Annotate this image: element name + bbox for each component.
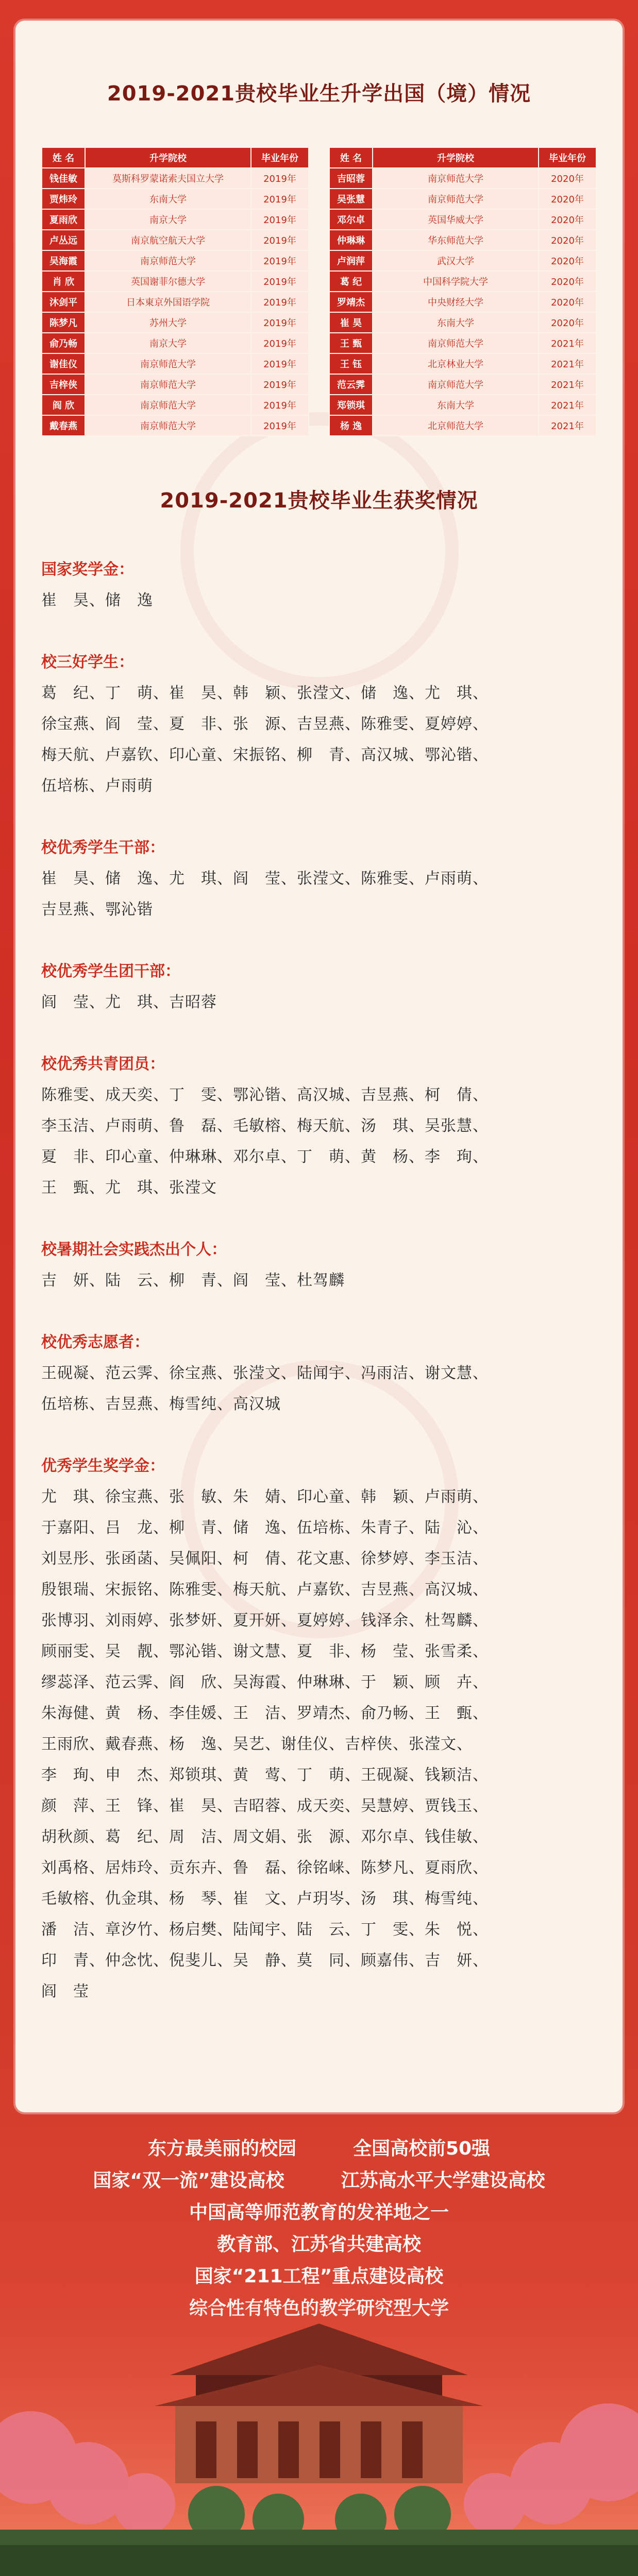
table-row	[42, 292, 309, 312]
award-names-line: 吉昱燕、鄂沁锴	[41, 901, 153, 919]
award-heading: 优秀学生奖学金：	[41, 1457, 165, 1475]
school-name: 南京师范大学	[85, 395, 251, 415]
slogan-row-1	[0, 2133, 638, 2165]
table-row	[42, 168, 309, 189]
table-row	[329, 353, 596, 374]
table-row	[329, 312, 596, 333]
school-name: 东南大学	[373, 395, 539, 415]
table-row	[329, 333, 596, 353]
award-names	[41, 1265, 598, 1296]
award-names-line: 李 珣、申 杰、郑锁琪、黄 莺、丁 萌、王砚凝、钱颖洁、	[41, 1766, 489, 1784]
campus-scene-illustration	[0, 2287, 638, 2576]
table-row	[42, 209, 309, 230]
graduation-year: 2020年	[539, 312, 596, 333]
award-names-line: 伍培栋、吉昱燕、梅雪纯、高汉城	[41, 1395, 281, 1413]
award-names-line: 潘 洁、章汐竹、杨启樊、陆闻宇、陆 云、丁 雯、朱 悦、	[41, 1921, 489, 1939]
school-name: 南京师范大学	[373, 374, 539, 395]
table-row	[329, 189, 596, 209]
student-name: 钱佳敏	[42, 168, 85, 189]
graduation-year: 2020年	[539, 230, 596, 250]
award-names-line: 顾丽雯、吴 靓、鄂沁锴、谢文慧、夏 非、杨 莹、张雪柔、	[41, 1642, 489, 1660]
graduation-year: 2021年	[539, 395, 596, 415]
table-row	[42, 230, 309, 250]
graduation-year: 2020年	[539, 209, 596, 230]
student-name: 谢佳仪	[42, 353, 85, 374]
award-names-line: 王砚凝、范云霁、徐宝燕、张滢文、陆闻宇、冯雨洁、谢文慧、	[41, 1364, 489, 1382]
award-heading: 校三好学生：	[41, 653, 134, 671]
school-name: 南京大学	[85, 209, 251, 230]
award-names-line: 崔 昊、储 逸、尤 琪、阎 莹、张滢文、陈雅雯、卢雨萌、	[41, 870, 489, 888]
table-row	[42, 250, 309, 271]
graduation-year: 2019年	[251, 374, 309, 395]
study-section-title: 2019-2021贵校毕业生升学出国（境）情况	[107, 82, 531, 106]
graduation-year: 2020年	[539, 189, 596, 209]
graduation-year: 2020年	[539, 292, 596, 312]
student-name: 陈梦凡	[42, 312, 85, 333]
award-names	[41, 585, 598, 616]
table-row	[42, 271, 309, 292]
student-name: 沐剑平	[42, 292, 85, 312]
table-row	[42, 395, 309, 415]
award-names	[41, 1358, 598, 1420]
student-name: 杨 逸	[329, 415, 373, 436]
school-name: 英国谢菲尔德大学	[85, 271, 251, 292]
graduation-year: 2019年	[251, 230, 309, 250]
school-name: 南京大学	[85, 333, 251, 353]
header-year: 毕业年份	[539, 147, 596, 168]
student-name: 戴春燕	[42, 415, 85, 436]
school-name: 日本東京外国语学院	[85, 292, 251, 312]
header-school: 升学院校	[373, 147, 539, 168]
award-names-line: 伍培栋、卢雨萌	[41, 777, 153, 795]
graduation-year: 2020年	[539, 168, 596, 189]
graduation-year: 2019年	[251, 292, 309, 312]
content-card	[15, 21, 623, 2112]
award-names-line: 陈雅雯、成天奕、丁 雯、鄂沁锴、高汉城、吉昱燕、柯 倩、	[41, 1086, 489, 1104]
student-name: 吉梓侠	[42, 374, 85, 395]
graduation-year: 2019年	[251, 312, 309, 333]
student-name: 邓尔卓	[329, 209, 373, 230]
graduation-year: 2019年	[251, 353, 309, 374]
graduation-year: 2019年	[251, 168, 309, 189]
graduation-year: 2019年	[251, 271, 309, 292]
slogan-row-2	[0, 2165, 638, 2197]
student-name: 吴张慧	[329, 189, 373, 209]
graduation-year: 2020年	[539, 271, 596, 292]
graduation-year: 2019年	[251, 209, 309, 230]
student-name: 肖 欣	[42, 271, 85, 292]
student-name: 王 钰	[329, 353, 373, 374]
school-name: 东南大学	[373, 312, 539, 333]
award-names	[41, 863, 598, 925]
school-name: 南京师范大学	[373, 189, 539, 209]
award-names-line: 李玉洁、卢雨萌、鲁 磊、毛敏榕、梅天航、汤 琪、吴张慧、	[41, 1117, 489, 1135]
slogan: 教育部、江苏省共建高校	[216, 2234, 421, 2255]
school-name: 南京师范大学	[85, 374, 251, 395]
table-row	[329, 374, 596, 395]
student-name: 郑锁琪	[329, 395, 373, 415]
school-name: 南京师范大学	[85, 250, 251, 271]
student-name: 贾炜玲	[42, 189, 85, 209]
award-heading: 校优秀志愿者：	[41, 1333, 149, 1351]
study-table-left	[41, 147, 309, 436]
table-row	[329, 168, 596, 189]
student-name: 阎 欣	[42, 395, 85, 415]
header-year: 毕业年份	[251, 147, 309, 168]
school-name: 中国科学院大学	[373, 271, 539, 292]
student-name: 夏雨欣	[42, 209, 85, 230]
award-names-line: 缪蕊泽、范云霁、阎 欣、吴海霞、仲琳琳、于 颖、顾 卉、	[41, 1673, 489, 1691]
student-name: 崔 昊	[329, 312, 373, 333]
award-heading: 校优秀学生团干部：	[41, 962, 180, 980]
student-name: 吴海霞	[42, 250, 85, 271]
table-row	[329, 415, 596, 436]
header-name: 姓 名	[42, 147, 85, 168]
award-names-line: 毛敏榕、仇金琪、杨 琴、崔 文、卢玥岑、汤 琪、梅雪纯、	[41, 1890, 489, 1908]
study-tables	[41, 147, 597, 461]
graduation-year: 2021年	[539, 333, 596, 353]
student-name: 卢润萍	[329, 250, 373, 271]
school-name: 苏州大学	[85, 312, 251, 333]
graduation-year: 2021年	[539, 353, 596, 374]
award-names-line: 王雨欣、戴春燕、杨 逸、吴艺、谢佳仪、吉梓侠、张滢文、	[41, 1735, 473, 1753]
award-names-line: 王 甄、尤 琪、张滢文	[41, 1179, 217, 1197]
award-names-line: 尤 琪、徐宝燕、张 敏、朱 婧、印心童、韩 颖、卢雨萌、	[41, 1488, 489, 1506]
award-names-line: 张博羽、刘雨婷、张梦妍、夏开妍、夏婷婷、钱泽余、杜驾麟、	[41, 1612, 489, 1630]
student-name: 罗靖杰	[329, 292, 373, 312]
student-name: 王 甄	[329, 333, 373, 353]
slogan: 全国高校前50强	[352, 2138, 491, 2159]
award-names-line: 徐宝燕、阎 莹、夏 非、张 源、吉昱燕、陈雅雯、夏婷婷、	[41, 715, 489, 733]
student-name: 俞乃畅	[42, 333, 85, 353]
student-name: 范云霁	[329, 374, 373, 395]
school-name: 英国华威大学	[373, 209, 539, 230]
school-name: 华东师范大学	[373, 230, 539, 250]
award-names	[41, 678, 598, 802]
graduation-year: 2019年	[251, 250, 309, 271]
award-names	[41, 1080, 598, 1204]
slogan: 江苏高水平大学建设高校	[341, 2170, 545, 2191]
table-row	[42, 374, 309, 395]
award-names-line: 崔 昊、储 逸	[41, 591, 153, 609]
award-names-line: 葛 纪、丁 萌、崔 昊、韩 颖、张滢文、储 逸、尤 琪、	[41, 684, 489, 702]
school-name: 北京师范大学	[373, 415, 539, 436]
school-name: 中央财经大学	[373, 292, 539, 312]
award-names-line: 颜 萍、王 锋、崔 昊、吉昭蓉、成天奕、吴慧婷、贾钱玉、	[41, 1797, 489, 1815]
table-row	[329, 292, 596, 312]
award-heading: 校暑期社会实践杰出个人：	[41, 1241, 227, 1259]
header-school: 升学院校	[85, 147, 251, 168]
table-row	[329, 250, 596, 271]
table-row	[42, 415, 309, 436]
award-names-line: 刘禹格、居炜玲、贡东卉、鲁 磊、徐铭崃、陈梦凡、夏雨欣、	[41, 1859, 489, 1877]
graduation-year: 2020年	[539, 250, 596, 271]
graduation-year: 2019年	[251, 333, 309, 353]
table-row	[42, 189, 309, 209]
graduation-year: 2021年	[539, 374, 596, 395]
student-name: 仲琳琳	[329, 230, 373, 250]
award-heading: 国家奖学金：	[41, 561, 134, 579]
student-name: 吉昭蓉	[329, 168, 373, 189]
graduation-year: 2019年	[251, 395, 309, 415]
school-name: 南京师范大学	[85, 353, 251, 374]
graduation-year: 2021年	[539, 415, 596, 436]
slogan: 东方最美丽的校园	[147, 2138, 296, 2159]
award-names-line: 夏 非、印心童、仲琳琳、邓尔卓、丁 萌、黄 杨、李 珣、	[41, 1148, 489, 1166]
header-name: 姓 名	[329, 147, 373, 168]
slogan: 国家“双一流”建设高校	[93, 2170, 284, 2191]
school-name: 南京师范大学	[373, 333, 539, 353]
award-section-title: 2019-2021贵校毕业生获奖情况	[160, 489, 478, 513]
award-names-line: 胡秋颜、葛 纪、周 洁、周文娟、张 源、邓尔卓、钱佳敏、	[41, 1828, 489, 1846]
table-row	[42, 353, 309, 374]
award-names-line: 梅天航、卢嘉钦、印心童、宋振铭、柳 青、高汉城、鄂沁锴、	[41, 746, 489, 764]
study-table-right	[329, 147, 597, 436]
award-names-line: 印 青、仲念忱、倪斐儿、吴 静、莫 同、顾嘉伟、吉 妍、	[41, 1952, 489, 1970]
school-name: 东南大学	[85, 189, 251, 209]
student-name: 卢丛远	[42, 230, 85, 250]
award-heading: 校优秀学生干部：	[41, 839, 165, 857]
table-row	[329, 395, 596, 415]
award-names	[41, 987, 598, 1018]
award-names-line: 朱海健、黄 杨、李佳媛、王 洁、罗靖杰、俞乃畅、王 甄、	[41, 1704, 489, 1722]
award-names-line: 于嘉阳、吕 龙、柳 青、储 逸、伍培栋、朱青子、陆 沁、	[41, 1519, 489, 1537]
table-row	[329, 271, 596, 292]
award-names-line: 吉 妍、陆 云、柳 青、阎 莹、杜驾麟	[41, 1272, 345, 1290]
award-names-line: 阎 莹	[41, 1982, 89, 2001]
student-name: 葛 纪	[329, 271, 373, 292]
school-name: 南京师范大学	[373, 168, 539, 189]
table-row	[42, 312, 309, 333]
slogan: 国家“211工程”重点建设高校	[194, 2266, 444, 2287]
graduation-year: 2019年	[251, 189, 309, 209]
award-names-line: 阎 莹、尤 琪、吉昭蓉	[41, 993, 217, 1011]
table-row	[329, 230, 596, 250]
table-row	[42, 333, 309, 353]
school-name: 南京航空航天大学	[85, 230, 251, 250]
graduation-year: 2019年	[251, 415, 309, 436]
school-name: 莫斯科罗蒙诺索夫国立大学	[85, 168, 251, 189]
award-names-line: 殷银瑞、宋振铭、陈雅雯、梅天航、卢嘉钦、吉昱燕、高汉城、	[41, 1581, 489, 1599]
award-names	[41, 1482, 598, 2007]
table-row	[329, 209, 596, 230]
slogan: 中国高等师范教育的发祥地之一	[189, 2202, 449, 2223]
school-name: 南京师范大学	[85, 415, 251, 436]
school-name: 北京林业大学	[373, 353, 539, 374]
award-heading: 校优秀共青团员：	[41, 1055, 165, 1073]
award-names-line: 刘昱彤、张函菡、吴佩阳、柯 倩、花文惠、徐梦婷、李玉洁、	[41, 1550, 489, 1568]
school-name: 武汉大学	[373, 250, 539, 271]
